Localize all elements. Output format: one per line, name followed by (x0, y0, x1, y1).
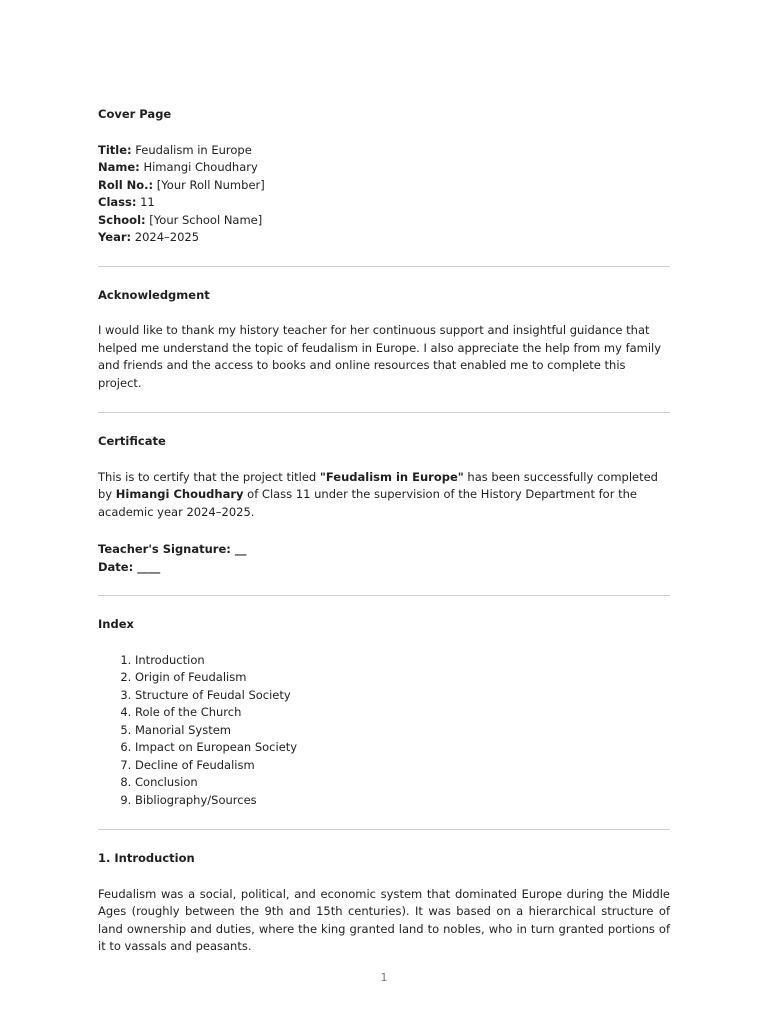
introduction-text: Feudalism was a social, political, and economic system that dominated Europe during the Middle Ages (roughly between the 9th and 15th centuries). It was based on a hierarchical structure of land ownership and duties, where the king granted land to nobles, who in turn granted portions of it to vassals and peasants. (98, 886, 670, 953)
cover-field-roll (98, 177, 670, 195)
teacher-signature-line (98, 541, 670, 559)
certificate-student-name: Himangi Choudhary (115, 487, 244, 501)
cover-field-school (98, 212, 670, 230)
index-item: 7. Decline of Feudalism (135, 757, 670, 775)
acknowledgment-text: I would like to thank my history teacher for her continuous support and insightful guidance that helped me understand the topic of feudalism in Europe. I also appreciate the help from my family and friends and the access to books and online resources that enabled me to complete this project. (98, 323, 662, 390)
date-label: Date: (98, 559, 134, 574)
date-value: ____ (133, 559, 161, 574)
field-value: 11 (140, 195, 155, 209)
index-list (98, 652, 670, 810)
index-item: 5. Manorial System (135, 722, 670, 740)
field-label: Roll No.: (98, 177, 154, 192)
signature-value: __ (230, 542, 247, 556)
index-item: 6. Impact on European Society (135, 739, 670, 757)
field-label: Name: (98, 160, 140, 174)
cover-field-title (98, 142, 670, 160)
cover-section (98, 106, 670, 247)
certificate-text-part: has been successfully completed by (98, 469, 658, 501)
document-page (98, 106, 670, 956)
field-label: Title: (98, 142, 132, 157)
index-item: 9. Bibliography/Sources (135, 792, 670, 810)
cover-field-class (98, 194, 670, 212)
certificate-heading: Certificate (98, 434, 166, 448)
index-item: 1. Introduction (135, 652, 670, 670)
certificate-text-part: This is to certify that the project titled (98, 469, 320, 484)
index-item: 4. Role of the Church (135, 704, 670, 722)
introduction-heading: 1. Introduction (98, 851, 195, 865)
cover-field-name (98, 159, 670, 177)
field-label: Class: (98, 195, 137, 209)
index-item: 8. Conclusion (135, 774, 670, 792)
index-item: 2. Origin of Feudalism (135, 669, 670, 687)
acknowledgment-heading: Acknowledgment (98, 287, 210, 302)
signature-label: Teacher's Signature: (98, 542, 231, 556)
acknowledgment-section (98, 287, 670, 393)
cover-field-year (98, 229, 670, 247)
index-section (98, 616, 670, 809)
index-heading: Index (98, 617, 134, 631)
field-label: Year: (98, 230, 132, 244)
field-value: [Your Roll Number] (156, 177, 265, 192)
certificate-text (98, 469, 670, 522)
certificate-project-title: "Feudalism in Europe" (319, 469, 464, 484)
field-value: Feudalism in Europe (135, 142, 252, 157)
date-line (98, 559, 670, 577)
field-value: 2024–2025 (134, 230, 200, 244)
field-label: School: (98, 212, 146, 227)
page-number: 1 (380, 971, 388, 984)
introduction-section (98, 850, 670, 956)
index-item: 3. Structure of Feudal Society (135, 687, 670, 705)
certificate-text-part: of Class 11 under the supervision of the History Department for the academic year 2024–2025. (98, 487, 637, 519)
certificate-section (98, 433, 670, 576)
field-value: Himangi Choudhary (143, 160, 258, 174)
field-value: [Your School Name] (149, 212, 263, 227)
cover-heading: Cover Page (98, 107, 172, 121)
